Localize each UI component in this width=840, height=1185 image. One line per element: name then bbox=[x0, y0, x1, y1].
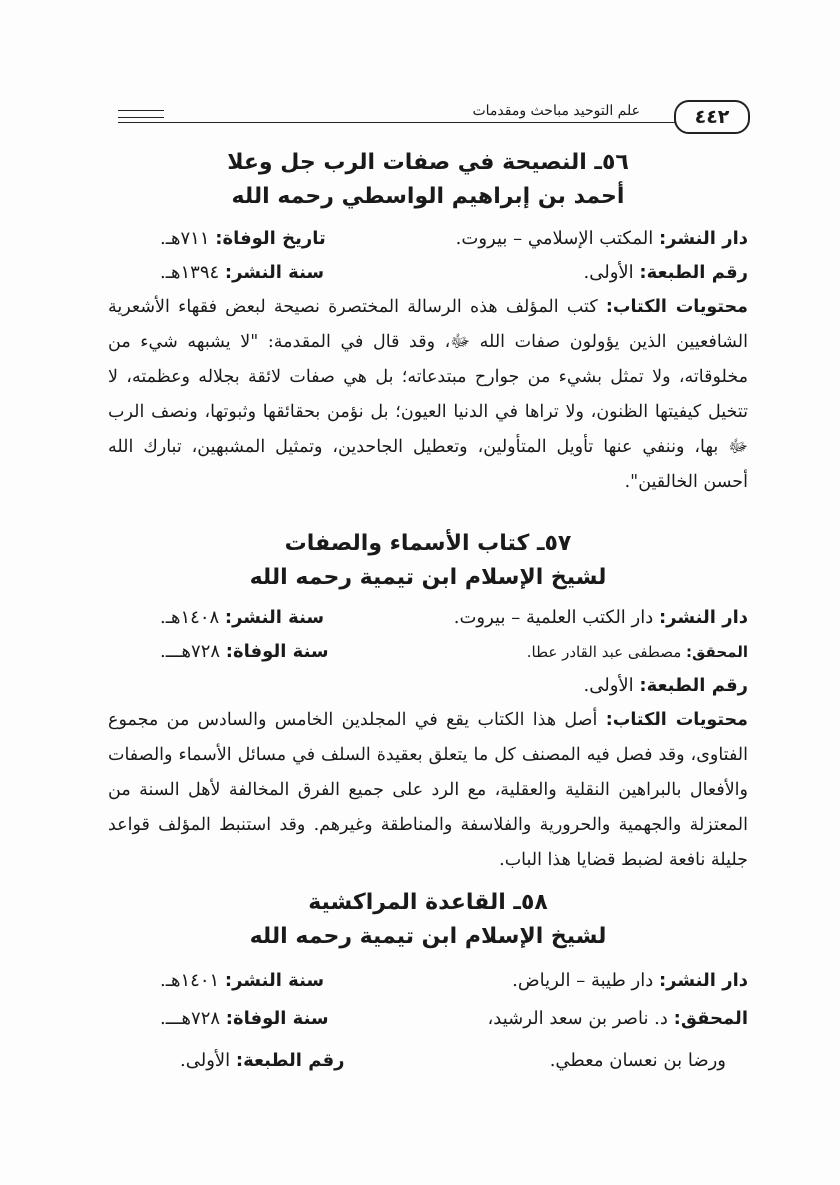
entry-title: ٥٧ـ كتاب الأسماء والصفات bbox=[284, 531, 572, 556]
edition-label: رقم الطبعة: bbox=[639, 262, 748, 283]
publisher-value: دار طيبة – الرياض. bbox=[512, 970, 659, 991]
publisher-label: دار النشر: bbox=[658, 607, 748, 628]
editor-row bbox=[108, 635, 748, 669]
editor-value: د. ناصر بن سعد الرشيد، bbox=[487, 1008, 674, 1029]
year-field bbox=[160, 601, 324, 635]
running-title: علم التوحيد مباحث ومقدمات bbox=[466, 100, 646, 122]
entry-author: لشيخ الإسلام ابن تيمية رحمه الله bbox=[249, 565, 607, 590]
page-number: ٤٤٢ bbox=[674, 100, 750, 134]
contents-label: محتويات الكتاب: bbox=[605, 297, 748, 317]
editor2-value: ورضا بن نعسان معطي. bbox=[549, 1050, 726, 1071]
publisher-label: دار النشر: bbox=[658, 970, 748, 991]
contents-label: محتويات الكتاب: bbox=[605, 710, 748, 730]
year-value: ١٤٠٨هـ. bbox=[160, 607, 225, 628]
publisher-row bbox=[108, 964, 748, 998]
edition-row bbox=[108, 256, 748, 290]
edition-field bbox=[583, 669, 748, 703]
entry-58 bbox=[108, 886, 748, 1078]
editor-field bbox=[527, 635, 748, 669]
death-field bbox=[160, 635, 329, 669]
publisher-label: دار النشر: bbox=[658, 228, 748, 249]
entry-57 bbox=[108, 527, 748, 878]
edition-value: الأولى. bbox=[180, 1050, 236, 1071]
year-value: ١٣٩٤هـ. bbox=[160, 262, 225, 283]
publisher-value: المكتب الإسلامي – بيروت. bbox=[455, 228, 659, 249]
header-rule bbox=[118, 122, 704, 123]
contents-text: أصل هذا الكتاب يقع في المجلدين الخامس والسادس من مجموع الفتاوى، وقد فصل فيه المصنف كل ما يتعلق بعقيدة السلف في مسائل الأسماء والصفات والأفعال بالبراهين النقلية والعقلية، مع الرد على جميع الفرق المخالفة لأهل السنة من المعتزلة والجهمية والحرورية والفلاسفة والمناطقة وغيرهم. وقد استنبط المؤلف قواعد جليلة نافعة لضبط قضايا هذا الباب. bbox=[108, 710, 748, 870]
header-double-rule bbox=[118, 110, 164, 118]
editor2-row bbox=[108, 1044, 748, 1078]
contents-paragraph bbox=[108, 290, 748, 500]
death-field bbox=[160, 222, 326, 256]
entry-title: ٥٦ـ النصيحة في صفات الرب جل وعلا bbox=[227, 150, 629, 175]
entry-author: أحمد بن إبراهيم الواسطي رحمه الله bbox=[231, 184, 625, 209]
editor-field bbox=[487, 1002, 748, 1036]
death-label: سنة الوفاة: bbox=[225, 641, 329, 662]
publisher-field bbox=[456, 222, 748, 256]
edition-value: الأولى. bbox=[583, 262, 640, 283]
death-field bbox=[160, 1002, 329, 1036]
edition-value: الأولى. bbox=[583, 675, 640, 696]
edition-field bbox=[180, 1044, 345, 1078]
year-value: ١٤٠١هـ. bbox=[160, 970, 225, 991]
entry-56 bbox=[108, 146, 748, 500]
year-field bbox=[160, 964, 324, 998]
death-value: ٧١١هـ. bbox=[160, 228, 216, 249]
publisher-value: دار الكتب العلمية – بيروت. bbox=[453, 607, 659, 628]
edition-row bbox=[108, 669, 748, 703]
death-label: تاريخ الوفاة: bbox=[215, 228, 326, 249]
editor-value: مصطفى عبد القادر عطا. bbox=[526, 643, 687, 661]
contents-text: كتب المؤلف هذه الرسالة المختصرة نصيحة لبعض فقهاء الأشعرية الشافعيين الذين يؤولون صفات الله ﷻ، وقد قال في المقدمة: "لا يشبهه شيء من مخلوقاته، ولا تمثل بشيء من جوارح مبتدعاته؛ بل هي صفات لائقة بجلاله وعظمته، لا تتخيل كيفيتها الظنون، ولا تراها في الدنيا العيون؛ بل نؤمن بحقائقها وثبوتها، ونصف الرب ﷻ بها، وننفي عنها تأويل المتأولين، وتعطيل الجاحدين، وتمثيل المشبهين، تبارك الله أحسن الخالقين". bbox=[108, 297, 748, 492]
publisher-row bbox=[108, 601, 748, 635]
editor-label: المحقق: bbox=[686, 643, 748, 661]
publisher-row bbox=[108, 222, 748, 256]
contents-paragraph bbox=[108, 703, 748, 878]
editor-row bbox=[108, 1002, 748, 1036]
edition-label: رقم الطبعة: bbox=[639, 675, 748, 696]
entry-title: ٥٨ـ القاعدة المراكشية bbox=[308, 890, 548, 915]
year-label: سنة النشر: bbox=[224, 262, 325, 283]
year-field bbox=[160, 256, 324, 290]
edition-label: رقم الطبعة: bbox=[235, 1050, 345, 1071]
edition-field bbox=[583, 256, 748, 290]
year-label: سنة النشر: bbox=[224, 970, 325, 991]
publisher-field bbox=[454, 601, 748, 635]
publisher-field bbox=[512, 964, 748, 998]
death-label: سنة الوفاة: bbox=[225, 1008, 329, 1029]
editor-label: المحقق: bbox=[673, 1008, 748, 1029]
entry-author: لشيخ الإسلام ابن تيمية رحمه الله bbox=[249, 924, 607, 949]
running-header bbox=[118, 96, 750, 136]
death-value: ٧٢٨هـــ. bbox=[160, 1008, 226, 1029]
year-label: سنة النشر: bbox=[224, 607, 325, 628]
death-value: ٧٢٨هـــ. bbox=[160, 641, 226, 662]
